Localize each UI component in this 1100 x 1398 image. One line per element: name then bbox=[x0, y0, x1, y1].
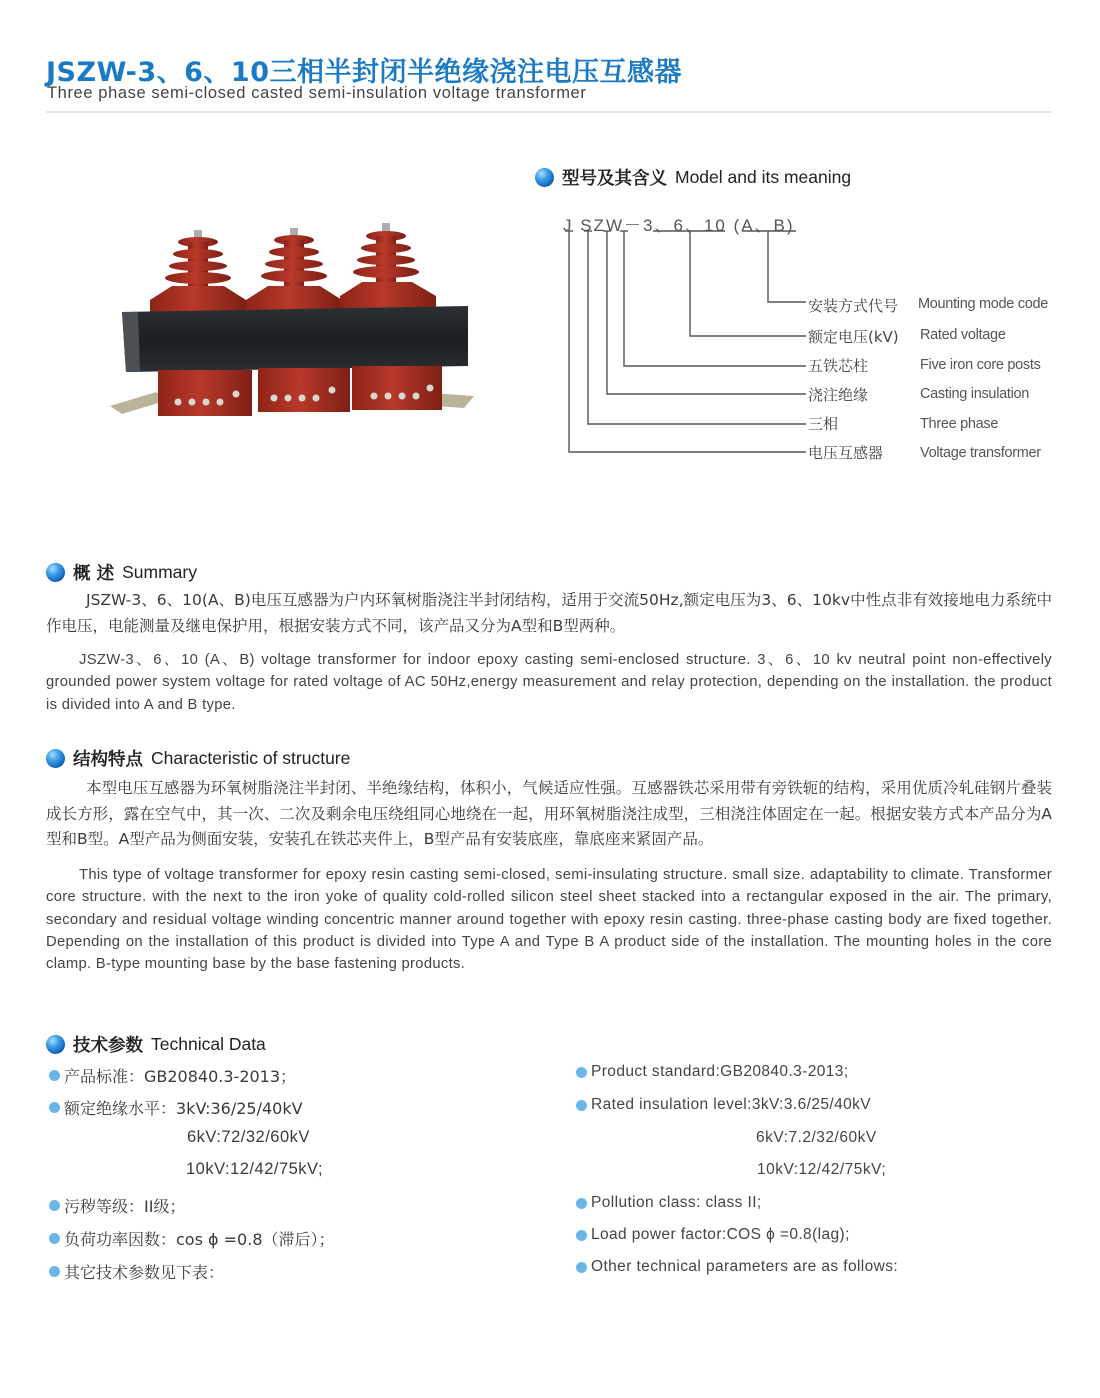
lower-winding-3 bbox=[352, 366, 442, 410]
meaning-zh-voltage-transformer: 电压互感器 bbox=[808, 444, 884, 462]
title-divider bbox=[46, 111, 1052, 113]
meaning-zh-rated-voltage: 额定电压(kV) bbox=[808, 328, 899, 346]
meaning-zh-casting: 浇注绝缘 bbox=[808, 386, 869, 404]
meaning-en-rated-voltage: Rated voltage bbox=[920, 327, 1006, 343]
structure-text-en: This type of voltage transformer for epoxy resin casting semi-closed, semi-insulating structure. small size. adaptability to climate. Transformer core structure. with the next to the iron yoke of quality cold-rolled silicon steel sheet stacked into a rectangular exposed in the air. The primary, secondary and residual voltage winding concentric manner around together with epoxy resin casting. three-phase casting body are fixed together. Depending on the installation of this product is divided into Type A and Type B A product side of the installation. The mounting holes in the core clamp. B-type mounting base by the base fastening products. bbox=[46, 867, 1052, 973]
structure-text-zh: 本型电压互感器为环氧树脂浇注半封闭、半绝缘结构，体积小，气候适应性强。互感器铁芯采用带有旁铁轭的结构，采用优质冷轧硅钢片叠装成长方形，露在空气中，其一次、二次及剩余电压绕组同心地绕在一起，用环氧树脂浇注成型，三相浇注体固定在一起。根据安装方式本产品分为A型和B型。A型产品为侧面安装，安装孔在铁芯夹件上，B型产品有安装底座，靠底座来紧固产品。 bbox=[46, 779, 1052, 848]
lower-winding-1 bbox=[158, 370, 252, 416]
tech-zh-standard: 产品标准：GB20840.3-2013； bbox=[49, 1064, 296, 1087]
model-section-heading: 型号及其含义 Model and its meaning bbox=[535, 165, 851, 190]
bullet-dot-icon bbox=[49, 1266, 60, 1277]
tech-en-power-factor: Load power factor:COS ϕ =0.8(lag); bbox=[576, 1226, 850, 1244]
tech-zh-pollution: 污秽等级：II级； bbox=[49, 1194, 185, 1217]
bullet-sphere-icon bbox=[46, 1035, 65, 1054]
technical-section-heading: 技术参数 Technical Data bbox=[46, 1032, 266, 1057]
meaning-zh-mounting: 安装方式代号 bbox=[808, 297, 899, 315]
model-code: J SZW－3、6、10 (A、B) bbox=[563, 216, 795, 235]
meaning-en-casting: Casting insulation bbox=[920, 386, 1030, 402]
insulator-column-1 bbox=[150, 230, 246, 312]
model-breakdown-lines bbox=[560, 230, 1080, 470]
bullet-sphere-icon bbox=[46, 563, 65, 582]
bullet-sphere-icon bbox=[535, 168, 554, 187]
tech-zh-power-factor: 负荷功率因数：cos ϕ =0.8（滞后）； bbox=[49, 1227, 335, 1250]
bullet-dot-icon bbox=[49, 1233, 60, 1244]
meaning-en-core-posts: Five iron core posts bbox=[920, 357, 1041, 373]
meaning-en-voltage-transformer: Voltage transformer bbox=[920, 445, 1041, 461]
bullet-dot-icon bbox=[576, 1100, 587, 1111]
tech-en-standard: Product standard:GB20840.3-2013; bbox=[576, 1063, 849, 1081]
meaning-en-three-phase: Three phase bbox=[920, 416, 999, 432]
tech-en-pollution: Pollution class: class II; bbox=[576, 1194, 762, 1212]
tech-zh-insulation-6kv: 6kV:72/32/60kV bbox=[187, 1128, 310, 1146]
product-image bbox=[108, 220, 480, 420]
bullet-dot-icon bbox=[576, 1230, 587, 1241]
tech-en-insulation-6kv: 6kV:7.2/32/60kV bbox=[756, 1129, 877, 1146]
tech-en-other: Other technical parameters are as follows: bbox=[576, 1258, 898, 1276]
bullet-dot-icon bbox=[49, 1102, 60, 1113]
bullet-dot-icon bbox=[49, 1070, 60, 1081]
lower-winding-2 bbox=[258, 368, 350, 412]
meaning-zh-three-phase: 三相 bbox=[808, 415, 839, 433]
bullet-dot-icon bbox=[576, 1067, 587, 1078]
bullet-sphere-icon bbox=[46, 749, 65, 768]
meaning-zh-core-posts: 五铁芯柱 bbox=[808, 357, 869, 375]
page-title: JSZW-3、6、10三相半封闭半绝缘浇注电压互感器 bbox=[46, 57, 682, 88]
summary-text-en: JSZW-3、6、10 (A、B) voltage transformer for indoor epoxy casting semi-enclosed structure. 3、6、10 kv neutral point non-effectively grounded power system voltage for rated voltage of AC 50Hz,energy measurement and relay protection, depending on the installation. the product is divided into A and B type. bbox=[46, 652, 1052, 713]
tech-en-insulation-10kv: 10kV:12/42/75kV; bbox=[757, 1161, 887, 1178]
tech-zh-insulation-10kv: 10kV:12/42/75kV; bbox=[186, 1160, 324, 1178]
page-subtitle: Three phase semi-closed casted semi-insulation voltage transformer bbox=[47, 84, 587, 102]
insulator-column-3 bbox=[340, 223, 436, 310]
summary-text-zh: JSZW-3、6、10(A、B)电压互感器为户内环氧树脂浇注半封闭结构，适用于交流50Hz,额定电压为3、6、10kv中性点非有效接地电力系统中作电压，电能测量及继电保护用，根据安装方式不同，该产品又分为A型和B型两种。 bbox=[46, 591, 1052, 635]
structure-section-heading: 结构特点 Characteristic of structure bbox=[46, 746, 350, 771]
tech-zh-other: 其它技术参数见下表： bbox=[49, 1260, 224, 1283]
bullet-dot-icon bbox=[576, 1198, 587, 1209]
bullet-dot-icon bbox=[576, 1262, 587, 1273]
tech-zh-insulation: 额定绝缘水平：3kV:36/25/40kV bbox=[49, 1096, 303, 1119]
meaning-en-mounting: Mounting mode code bbox=[918, 296, 1049, 312]
summary-section-heading: 概 述 Summary bbox=[46, 560, 197, 585]
tech-en-insulation: Rated insulation level:3kV:3.6/25/40kV bbox=[576, 1096, 871, 1114]
insulator-column-2 bbox=[246, 228, 342, 312]
transformer-illustration bbox=[108, 220, 480, 420]
bullet-dot-icon bbox=[49, 1200, 60, 1211]
